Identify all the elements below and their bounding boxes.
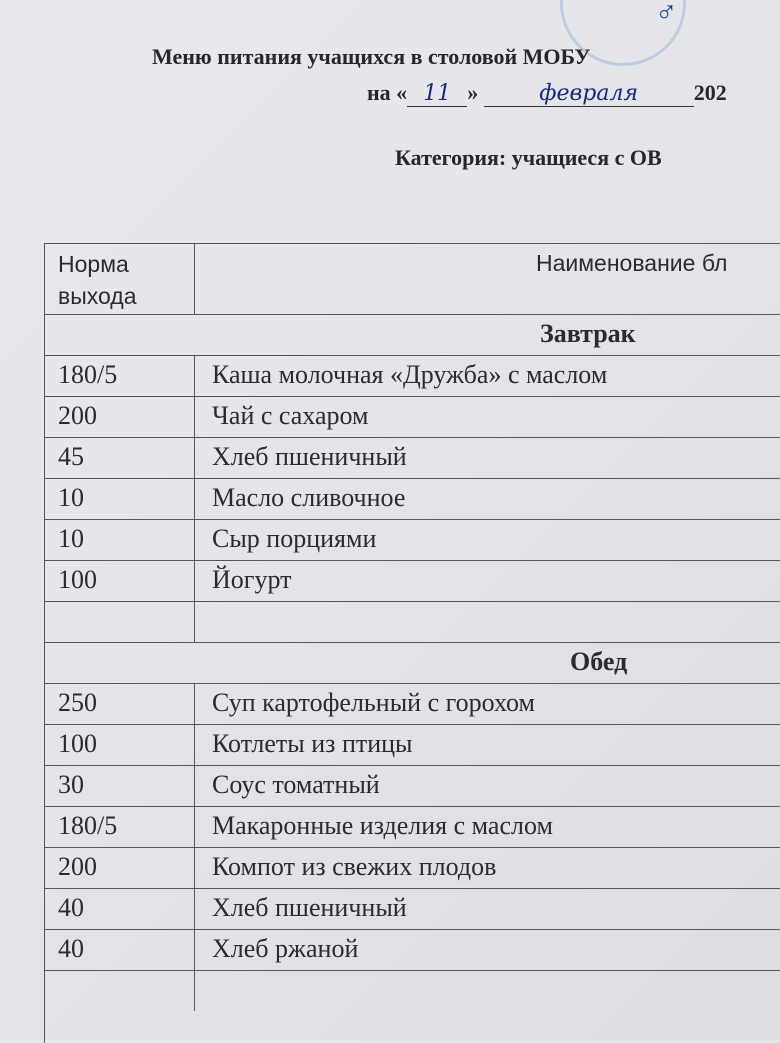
table-row	[44, 560, 780, 601]
column-divider	[194, 244, 195, 314]
dish-name-cell: Хлеб пшеничный	[212, 442, 407, 471]
section-breakfast	[44, 314, 780, 355]
norm-cell: 10	[58, 524, 84, 553]
table-row	[44, 437, 780, 478]
norm-cell: 30	[58, 770, 84, 799]
norm-cell: 40	[58, 934, 84, 963]
column-divider	[194, 848, 195, 888]
column-divider	[194, 561, 195, 601]
table-row	[44, 478, 780, 519]
title-text: Меню питания учащихся в столовой МОБУ	[152, 44, 591, 69]
norm-cell: 40	[58, 893, 84, 922]
table-row	[44, 601, 780, 642]
column-divider	[194, 971, 195, 1011]
dish-name-cell: Компот из свежих плодов	[212, 852, 497, 881]
dish-name-cell: Сыр порциями	[212, 524, 377, 553]
column-divider	[194, 766, 195, 806]
column-divider	[194, 807, 195, 847]
breakfast-label: Завтрак	[540, 319, 636, 348]
date-mid: »	[467, 80, 479, 105]
date-prefix: на «	[367, 80, 408, 105]
table-row	[44, 765, 780, 806]
table-row	[44, 888, 780, 929]
table-row	[44, 806, 780, 847]
dish-name-cell: Соус томатный	[212, 770, 380, 799]
norm-cell: 180/5	[58, 811, 118, 840]
norm-cell: 100	[58, 729, 97, 758]
column-divider	[194, 479, 195, 519]
dish-name-cell: Каша молочная «Дружба» с маслом	[212, 360, 608, 389]
date-year: 202	[693, 80, 727, 105]
dish-name-cell: Макаронные изделия с маслом	[212, 811, 553, 840]
col-norm-header: Норма выхода	[58, 251, 137, 309]
column-divider	[194, 602, 195, 642]
signature-mark: ♂	[655, 0, 678, 29]
norm-cell: 100	[58, 565, 97, 594]
table-row	[44, 724, 780, 765]
column-divider	[194, 520, 195, 560]
col-name-header: Наименование бл	[536, 250, 728, 276]
date-line	[367, 80, 727, 107]
breakfast-rows	[44, 355, 780, 642]
lunch-rows	[44, 683, 780, 1011]
dish-name-cell: Масло сливочное	[212, 483, 406, 512]
column-divider	[194, 725, 195, 765]
table-row	[44, 396, 780, 437]
dish-name-cell: Суп картофельный с горохом	[212, 688, 535, 717]
dish-name-cell: Йогурт	[212, 565, 292, 594]
menu-table	[44, 243, 780, 1011]
table-header-row	[44, 243, 780, 314]
dish-name-cell: Котлеты из птицы	[212, 729, 413, 758]
category-label	[395, 145, 662, 171]
category-text: Категория: учащиеся с ОВ	[395, 145, 662, 170]
norm-cell: 200	[58, 852, 97, 881]
table-row	[44, 970, 780, 1011]
column-divider	[194, 397, 195, 437]
table-row	[44, 847, 780, 888]
section-lunch	[44, 642, 780, 683]
dish-name-cell: Хлеб ржаной	[212, 934, 359, 963]
norm-cell: 180/5	[58, 360, 118, 389]
table-row	[44, 683, 780, 724]
date-day: 11	[423, 81, 452, 106]
table-row	[44, 519, 780, 560]
column-divider	[194, 930, 195, 970]
table-row	[44, 355, 780, 396]
column-divider	[194, 438, 195, 478]
column-divider	[194, 356, 195, 396]
dish-name-cell: Хлеб пшеничный	[212, 893, 407, 922]
norm-cell: 45	[58, 442, 84, 471]
column-divider	[194, 889, 195, 929]
column-divider	[194, 684, 195, 724]
table-row	[44, 929, 780, 970]
norm-cell: 10	[58, 483, 84, 512]
lunch-label: Обед	[570, 647, 628, 676]
norm-cell: 250	[58, 688, 97, 717]
norm-cell: 200	[58, 401, 97, 430]
dish-name-cell: Чай с сахаром	[212, 401, 369, 430]
document-title	[152, 44, 590, 70]
date-month: февраля	[539, 81, 639, 106]
